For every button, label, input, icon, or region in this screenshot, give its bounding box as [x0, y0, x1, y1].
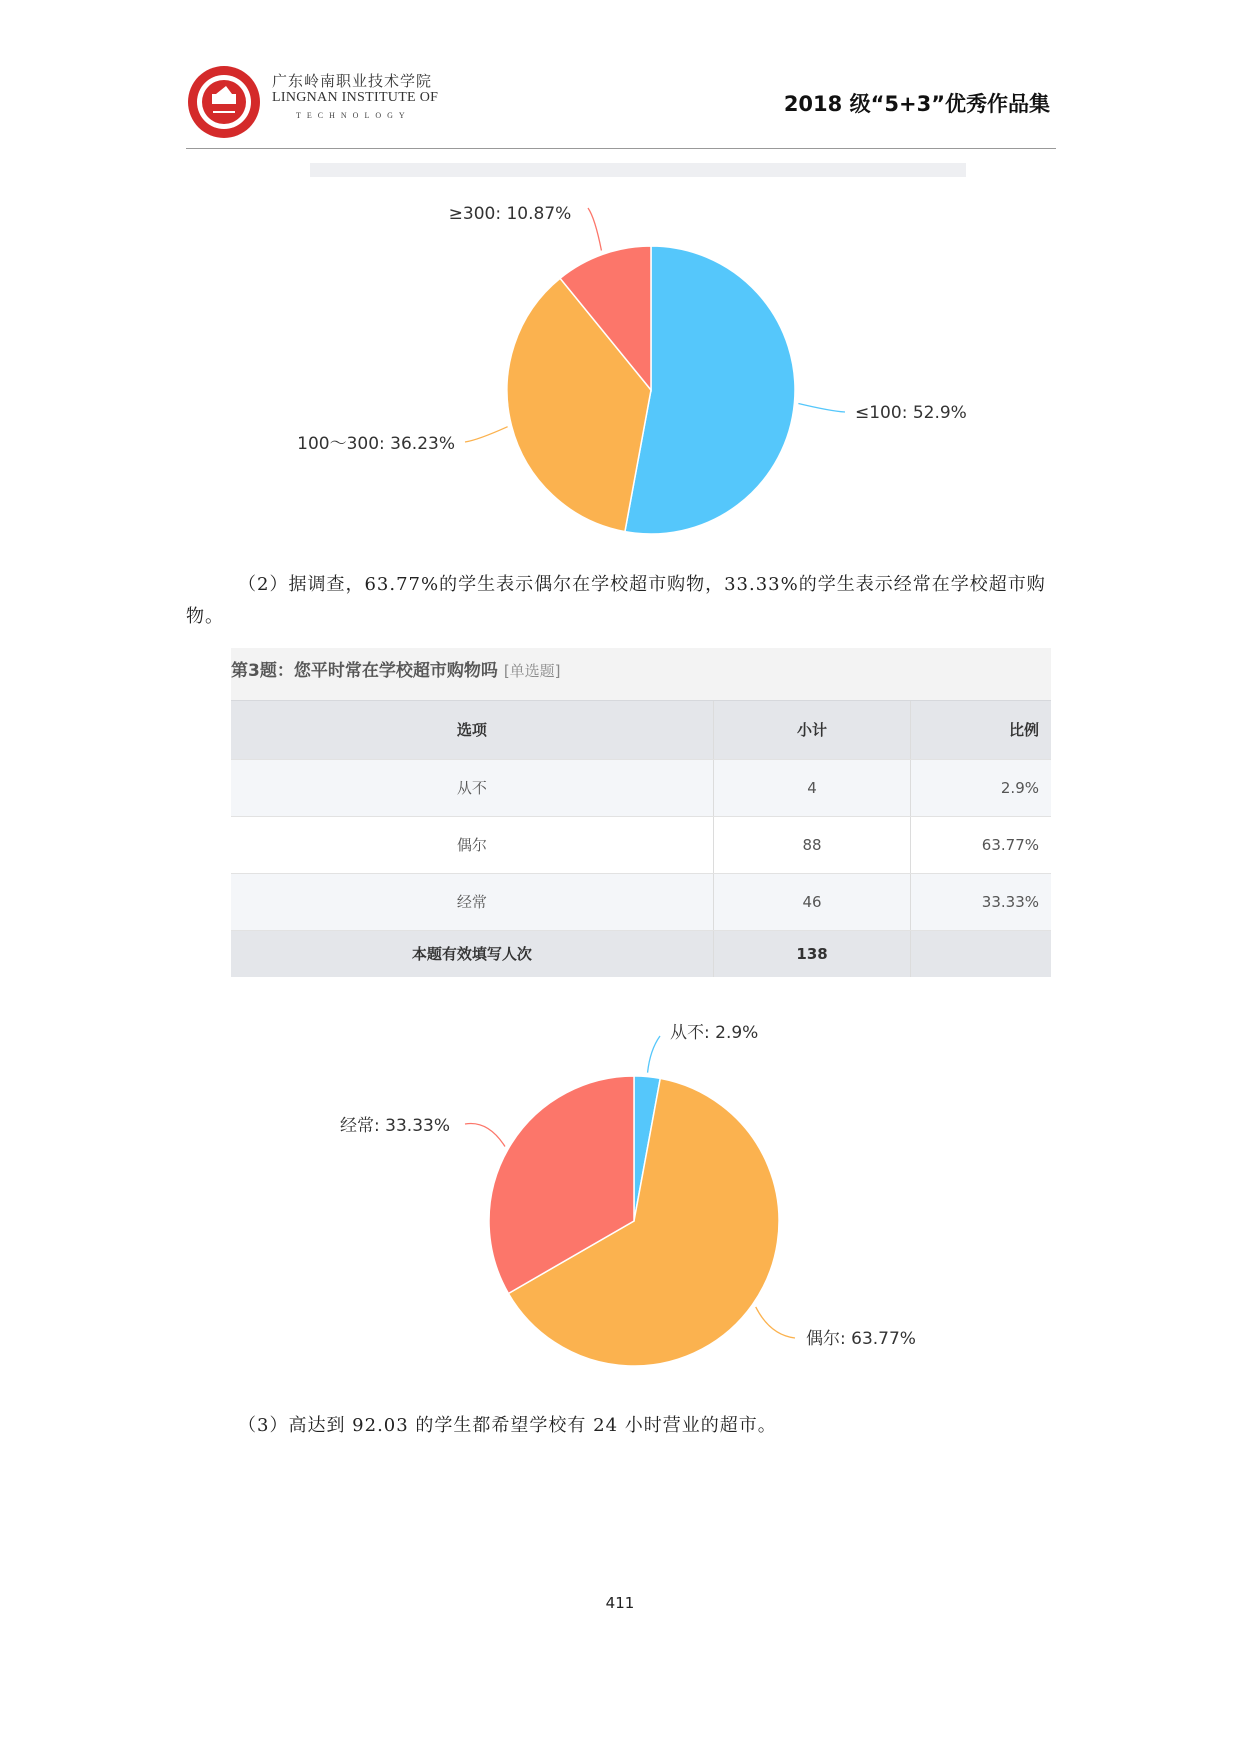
institute-name-cn: 广东岭南职业技术学院	[272, 72, 433, 90]
document-title: 2018 级“5+3”优秀作品集	[783, 92, 1050, 116]
table-footer-row	[231, 930, 1051, 977]
leader-line-never	[648, 1036, 660, 1073]
survey-table	[231, 648, 1051, 971]
header-count: 小计	[714, 701, 912, 759]
table-row	[231, 816, 1051, 873]
data-label-le100: ≤100: 52.9%	[855, 403, 967, 423]
data-label-sometimes: 偶尔: 63.77%	[806, 1329, 916, 1349]
paragraph-24h-supermarket: （3）高达到 92.03 的学生都希望学校有 24 小时营业的超市。	[238, 1415, 777, 1436]
data-label-often: 经常: 33.33%	[340, 1116, 450, 1136]
institute-name-en-line2: TECHNOLOGY	[296, 111, 411, 120]
cell-option: 偶尔	[231, 817, 714, 873]
pie-chart-frequency	[0, 1000, 1240, 1400]
leader-line-100-300	[465, 427, 508, 442]
leader-line-le100	[798, 403, 845, 412]
cell-count: 88	[714, 817, 912, 873]
table-grid	[231, 700, 1051, 977]
header-ratio: 比例	[1008, 721, 1039, 739]
question-type: [单选题]	[503, 662, 561, 680]
leader-line-sometimes	[756, 1307, 795, 1338]
question-text: 第3题：您平时常在学校超市购物吗	[231, 661, 498, 681]
survey-question-title	[231, 656, 561, 681]
table-row	[231, 873, 1051, 930]
page-number: 411	[605, 1594, 635, 1612]
institute-name-en: LINGNAN INSTITUTE OF	[272, 90, 439, 105]
data-label-100-300: 100～300: 36.23%	[297, 434, 455, 454]
cell-count: 4	[714, 760, 912, 816]
footer-label: 本题有效填写人次	[231, 931, 714, 977]
cell-ratio: 2.9%	[1000, 779, 1039, 797]
cell-ratio: 33.33%	[981, 893, 1039, 911]
cell-option: 从不	[231, 760, 714, 816]
leader-line-often	[465, 1123, 505, 1146]
cell-ratio: 63.77%	[981, 836, 1039, 854]
paragraph-shopping-frequency: （2）据调查，63.77%的学生表示偶尔在学校超市购物，33.33%的学生表示经常在学校超市购物。	[186, 574, 1046, 627]
footer-count: 138	[714, 931, 912, 977]
header-option: 选项	[231, 701, 714, 759]
table-header-row	[231, 700, 1051, 759]
data-label-ge300: ≥300: 10.87%	[448, 204, 572, 224]
table-row	[231, 759, 1051, 816]
data-label-never: 从不: 2.9%	[670, 1023, 759, 1043]
leader-line-ge300	[588, 208, 601, 251]
cell-count: 46	[714, 874, 912, 930]
cell-option: 经常	[231, 874, 714, 930]
pie-chart-spending	[0, 0, 1240, 600]
footer-empty	[911, 931, 1051, 977]
